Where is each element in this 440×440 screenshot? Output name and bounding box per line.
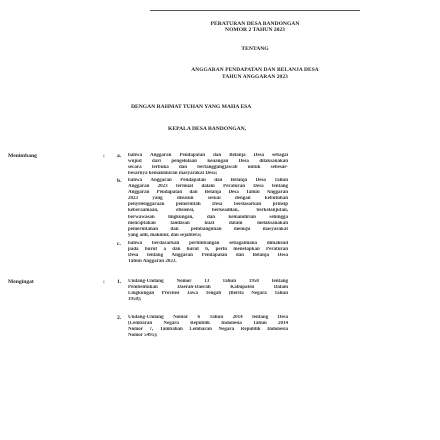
menimbang-label: Menimbang [8,153,37,159]
menimbang-c-text: bahwa berdasarkan pertimbangan sebagaimana dimaksud pada huruf a dan huruf b, perlu menetapkan Peraturan Desa tentang Anggaran Pendapatan dan Belanja Desa Tahun Anggaran 2023. [128,241,288,265]
subject-line-2: TAHUN ANGGARAN 2023 [222,74,288,80]
menimbang-a-marker: a. [117,153,122,159]
title-line-2: NOMOR 2 TAHUN 2023 [225,27,285,33]
mengingat-2-marker: 2. [117,315,122,321]
menimbang-a-text: bahwa Anggaran Pendapatan dan Belanja Desa sebagai wujud dari pengelolaan keuangan Desa dilaksanakan secara terbuka dan bertanggungjawab untuk sebesar- besarnya kemakmuran masyarakat Desa; [128,153,288,177]
mengingat-colon: : [103,279,105,285]
menimbang-colon: : [103,153,105,159]
preamble: DENGAN RAHMAT TUHAN YANG MAHA ESA [131,104,252,110]
subject-line-1: ANGGARAN PENDAPATAN DAN BELANJA DESA [191,67,319,73]
menimbang-c-marker: c. [117,241,121,247]
title-line-1: PERATURAN DESA BANDONGAN [210,21,300,27]
menimbang-b-text: bahwa Anggaran Pendapatan dan Belanja Desa Tahun Anggaran 2023 termuat dalam Peraturan Desa tentang Anggaran Pendapatan dan Belanja Desa Tahun Anggaran 2023 yang disusun sesuai dengan kebutuhan penyelenggaraan pemerintah Desa berdasarkan prinsip keberaamaan, efisiensi, berkeadilan, berkelanjutan, berwawasan lingkungan, dan kemandirian sehingga menciptakan landasan kuat dalam melaksanakan pemerintahan dan pembangunan menuju masyarakat yang adil, makmur, dan sejahtera; [128,178,288,238]
mengingat-1-marker: 1. [117,279,122,285]
official-title: KEPALA DESA BANDONGAN, [168,126,247,132]
tentang-heading: TENTANG [241,46,269,52]
menimbang-b-marker: b. [117,178,122,184]
mengingat-label: Mengingat [8,279,34,285]
top-rule [150,10,360,11]
mengingat-1-text: Undang-Undang Nomor 13 Tahun 1950 tentang Pembentukan Daerah-Daerah Kabupaten Dalam Lingkungan Provinsi Jawa Tengah (Berita Negara Tahun 1950); [128,279,288,303]
mengingat-2-text: Undang-Undang Nomor 6 Tahun 2014 tentang Desa (Lembaran Negara Republik Indonesia Tahun 2014 Nomor 7, Tambahan Lembaran Negara Republik Indonesia Nomor 5495); [128,315,288,339]
